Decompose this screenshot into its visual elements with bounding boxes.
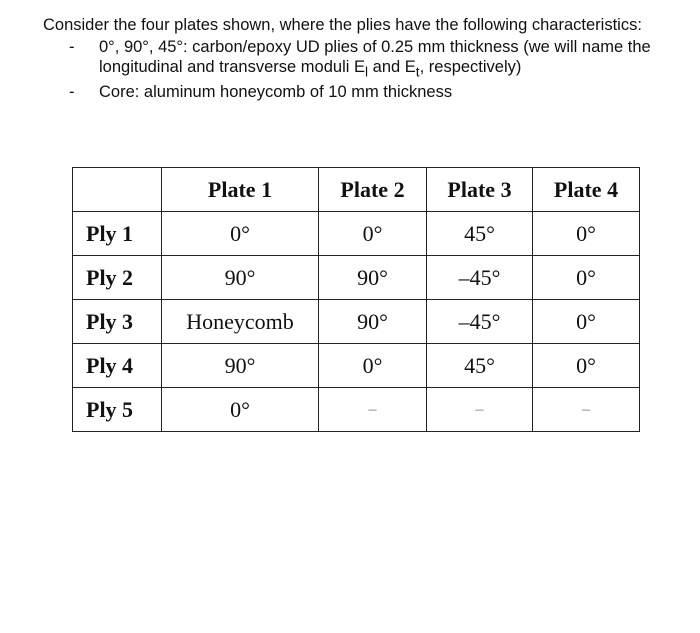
row-label: Ply 5 bbox=[73, 388, 162, 432]
table-cell: 0° bbox=[533, 300, 640, 344]
row-label: Ply 2 bbox=[73, 256, 162, 300]
table-cell: 0° bbox=[533, 344, 640, 388]
ply-materials-text: 0°, 90°, 45°: carbon/epoxy UD plies of 0.25 mm thickness (we will name the longitudinal and transverse moduli E bbox=[99, 38, 651, 76]
header-plate-3: Plate 3 bbox=[427, 168, 533, 212]
intro-sentence: Consider the four plates shown, where the plies have the following characteristics: bbox=[43, 16, 642, 34]
table-cell: –45° bbox=[427, 300, 533, 344]
table-cell: 0° bbox=[533, 256, 640, 300]
table-cell: 90° bbox=[162, 256, 319, 300]
table-cell: 90° bbox=[319, 300, 427, 344]
ply-materials-text-end: , respectively) bbox=[419, 58, 522, 76]
list-item-ply-materials bbox=[43, 37, 688, 82]
header-plate-1: Plate 1 bbox=[162, 168, 319, 212]
table-cell: 0° bbox=[319, 344, 427, 388]
bullet-dash: - bbox=[69, 83, 75, 102]
row-label: Ply 3 bbox=[73, 300, 162, 344]
list-item-core bbox=[43, 82, 688, 102]
table-cell-empty: – bbox=[319, 388, 427, 432]
table-cell-empty: – bbox=[427, 388, 533, 432]
core-text: Core: aluminum honeycomb of 10 mm thickness bbox=[99, 83, 453, 102]
table-cell: 90° bbox=[319, 256, 427, 300]
table-cell: 0° bbox=[162, 212, 319, 256]
table-cell: 90° bbox=[162, 344, 319, 388]
table-header-row bbox=[73, 168, 640, 212]
table-cell: 0° bbox=[319, 212, 427, 256]
table-cell-empty: – bbox=[533, 388, 640, 432]
table-cell: 45° bbox=[427, 344, 533, 388]
header-corner bbox=[73, 168, 162, 212]
problem-statement bbox=[43, 14, 688, 102]
table-cell: Honeycomb bbox=[162, 300, 319, 344]
header-plate-2: Plate 2 bbox=[319, 168, 427, 212]
row-label: Ply 4 bbox=[73, 344, 162, 388]
table-row bbox=[73, 256, 640, 300]
ply-materials-text-mid: and E bbox=[368, 58, 416, 76]
bullet-dash: - bbox=[69, 38, 75, 56]
longitudinal-subscript: l bbox=[365, 64, 369, 80]
header-plate-4: Plate 4 bbox=[533, 168, 640, 212]
transverse-subscript: t bbox=[415, 64, 420, 80]
table-cell: 0° bbox=[162, 388, 319, 432]
table-cell: 45° bbox=[427, 212, 533, 256]
table-row bbox=[73, 212, 640, 256]
row-label: Ply 1 bbox=[73, 212, 162, 256]
table-cell: 0° bbox=[533, 212, 640, 256]
ply-table bbox=[72, 167, 640, 432]
ply-table-container bbox=[72, 167, 640, 432]
table-row bbox=[73, 300, 640, 344]
table-row bbox=[73, 344, 640, 388]
table-cell: –45° bbox=[427, 256, 533, 300]
characteristics-list bbox=[43, 37, 688, 102]
table-row bbox=[73, 388, 640, 432]
